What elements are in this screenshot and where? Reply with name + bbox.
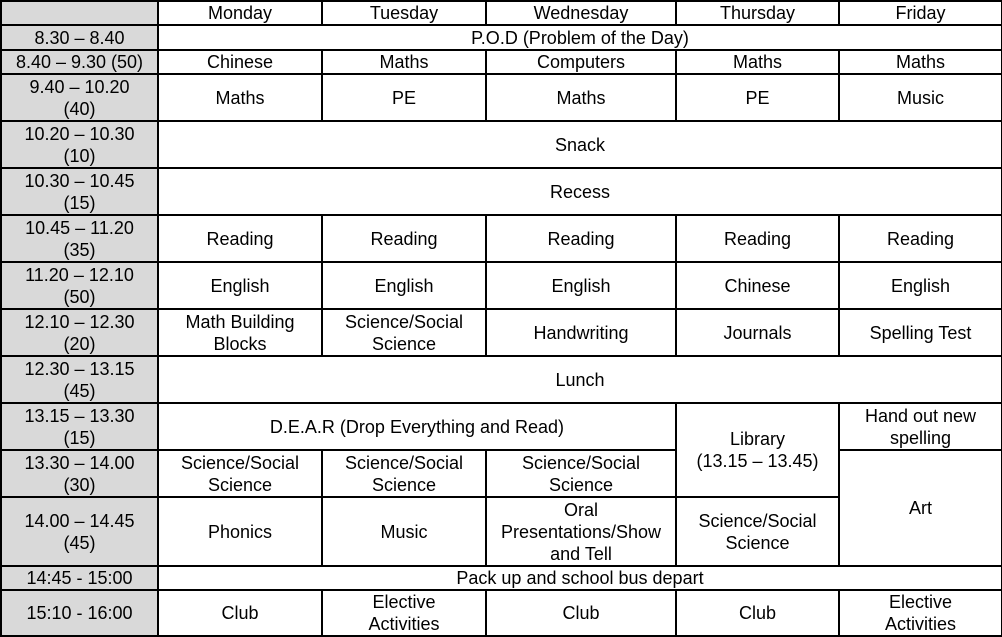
class-cell: Music — [839, 74, 1002, 121]
day-header-tuesday: Tuesday — [322, 1, 486, 25]
class-cell: Journals — [676, 309, 839, 356]
table-row — [1, 50, 1002, 74]
class-cell: Maths — [676, 50, 839, 74]
table-row — [1, 74, 1002, 121]
time-slot: 13.30 – 14.00 (30) — [1, 450, 158, 497]
class-cell: English — [158, 262, 322, 309]
class-cell: PE — [676, 74, 839, 121]
class-cell: Reading — [839, 215, 1002, 262]
time-slot: 13.15 – 13.30 (15) — [1, 403, 158, 450]
day-header-monday: Monday — [158, 1, 322, 25]
class-cell: Elective Activities — [322, 590, 486, 636]
class-cell: Club — [158, 590, 322, 636]
class-cell: Reading — [486, 215, 676, 262]
time-slot: 8.40 – 9.30 (50) — [1, 50, 158, 74]
class-cell: Club — [486, 590, 676, 636]
class-cell: Reading — [158, 215, 322, 262]
table-row — [1, 121, 1002, 168]
table-row — [1, 590, 1002, 636]
recess-cell: Recess — [158, 168, 1002, 215]
class-cell: English — [839, 262, 1002, 309]
class-cell: Science/Social Science — [322, 450, 486, 497]
spelling-cell: Hand out new spelling — [839, 403, 1002, 450]
class-cell: Chinese — [158, 50, 322, 74]
time-slot: 10.20 – 10.30 (10) — [1, 121, 158, 168]
class-cell: Science/Social Science — [486, 450, 676, 497]
class-cell: PE — [322, 74, 486, 121]
class-cell: Spelling Test — [839, 309, 1002, 356]
snack-cell: Snack — [158, 121, 1002, 168]
pod-cell: P.O.D (Problem of the Day) — [158, 25, 1002, 50]
class-cell: Maths — [158, 74, 322, 121]
table-row — [1, 309, 1002, 356]
class-cell: Maths — [839, 50, 1002, 74]
table-row — [1, 262, 1002, 309]
time-slot: 14.00 – 14.45 (45) — [1, 497, 158, 566]
table-row — [1, 566, 1002, 590]
class-cell: Club — [676, 590, 839, 636]
class-cell: Maths — [486, 74, 676, 121]
time-slot: 10.45 – 11.20 (35) — [1, 215, 158, 262]
class-cell: English — [486, 262, 676, 309]
time-slot: 8.30 – 8.40 — [1, 25, 158, 50]
class-cell: Computers — [486, 50, 676, 74]
class-cell: Handwriting — [486, 309, 676, 356]
class-cell: Oral Presentations/Show and Tell — [486, 497, 676, 566]
class-cell: Music — [322, 497, 486, 566]
day-header-thursday: Thursday — [676, 1, 839, 25]
class-cell: Reading — [676, 215, 839, 262]
class-cell: Maths — [322, 50, 486, 74]
table-row — [1, 168, 1002, 215]
corner-cell — [1, 1, 158, 25]
class-cell: Reading — [322, 215, 486, 262]
time-slot: 9.40 – 10.20 (40) — [1, 74, 158, 121]
lunch-cell: Lunch — [158, 356, 1002, 403]
time-slot: 12.10 – 12.30 (20) — [1, 309, 158, 356]
art-cell: Art — [839, 450, 1002, 566]
class-cell: Elective Activities — [839, 590, 1002, 636]
class-cell: Science/Social Science — [158, 450, 322, 497]
header-row — [1, 1, 1002, 25]
class-cell: English — [322, 262, 486, 309]
packup-cell: Pack up and school bus depart — [158, 566, 1002, 590]
time-slot: 15:10 - 16:00 — [1, 590, 158, 636]
table-row — [1, 403, 1002, 450]
time-slot: 14:45 - 15:00 — [1, 566, 158, 590]
day-header-wednesday: Wednesday — [486, 1, 676, 25]
table-row — [1, 25, 1002, 50]
table-row — [1, 450, 1002, 497]
class-cell: Chinese — [676, 262, 839, 309]
day-header-friday: Friday — [839, 1, 1002, 25]
table-row — [1, 215, 1002, 262]
class-cell: Science/Social Science — [676, 497, 839, 566]
class-cell: Science/Social Science — [322, 309, 486, 356]
time-slot: 11.20 – 12.10 (50) — [1, 262, 158, 309]
table-row — [1, 356, 1002, 403]
class-cell: Phonics — [158, 497, 322, 566]
dear-cell: D.E.A.R (Drop Everything and Read) — [158, 403, 676, 450]
time-slot: 12.30 – 13.15 (45) — [1, 356, 158, 403]
class-cell: Math Building Blocks — [158, 309, 322, 356]
library-cell: Library (13.15 – 13.45) — [676, 403, 839, 497]
time-slot: 10.30 – 10.45 (15) — [1, 168, 158, 215]
